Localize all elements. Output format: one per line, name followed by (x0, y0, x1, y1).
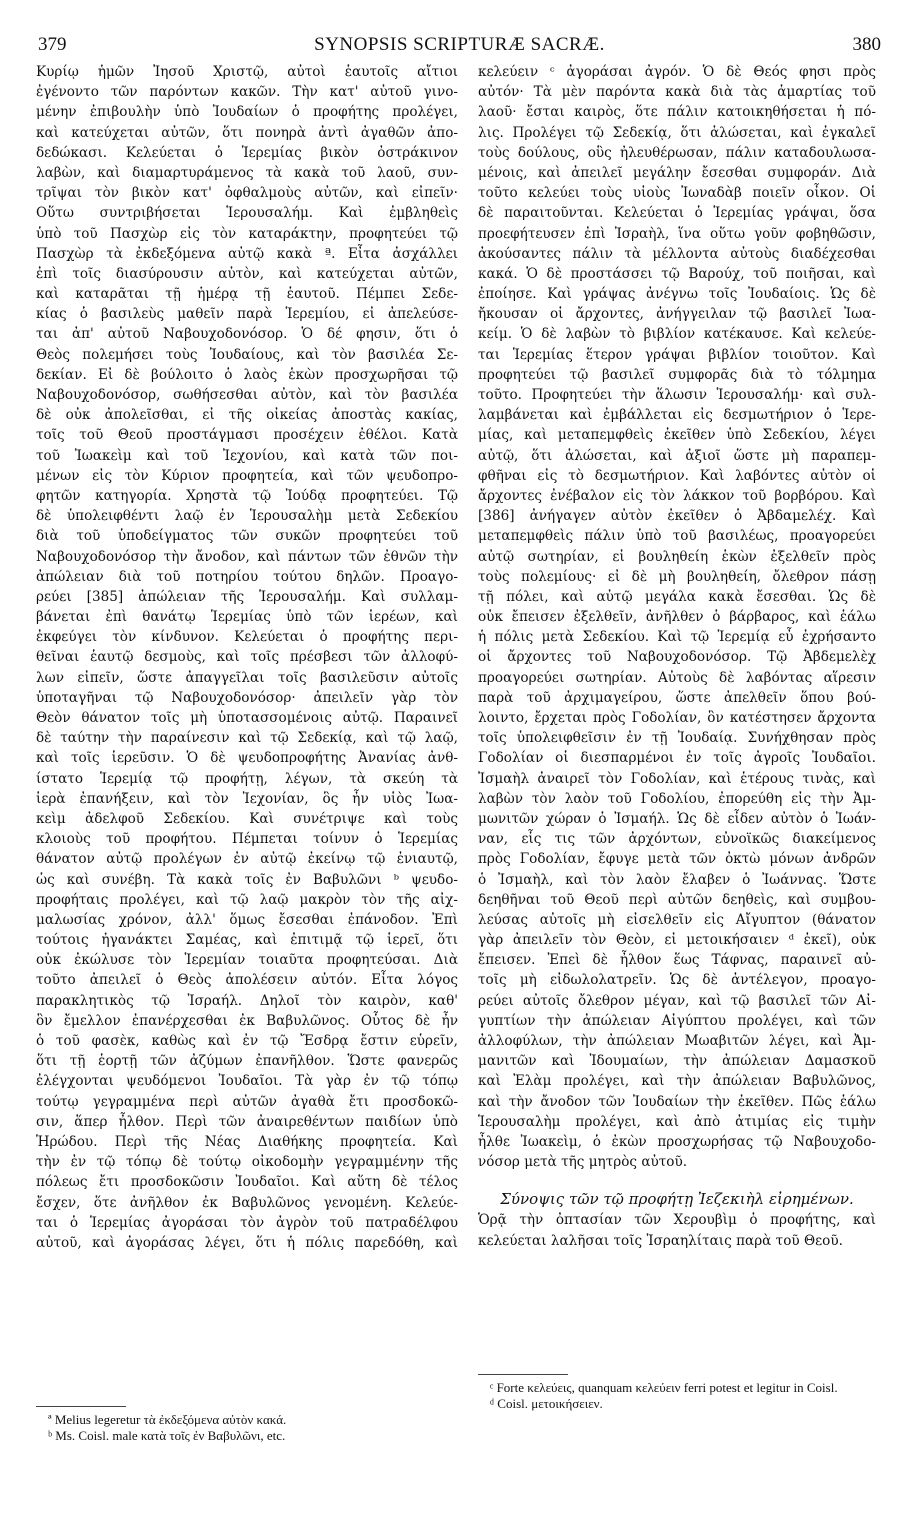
text-line: ἐλέγχονται ψευδόμενοι Ἰουδαῖοι. Τὰ γὰρ ἐν τῷ τόπῳ (36, 1073, 458, 1090)
text-line: προαγορεύει σωτηρίαν. Αὐτοὺς δὲ λαβόντας αἵρεσιν (478, 669, 876, 686)
text-line: ὑποταγῆναι τῷ Ναβουχοδονόσορ· ἀπειλεῖν γὰρ τὸν (36, 689, 458, 706)
text-line: Κυρίῳ ἡμῶν Ἰησοῦ Χριστῷ, αὐτοὶ ἑαυτοῖς αἴτιοι (36, 64, 458, 80)
text-line: κεὶμ ἀδελφοῦ Σεδεκίου. Καὶ συνέτριψε καὶ τοὺς (36, 810, 458, 827)
text-line: αὐτόν· Τὰ μὲν παρόντα κακὰ διὰ τὰς ἁμαρτίας τοῦ (478, 84, 876, 101)
text-line: δὲ ὑπολειφθέντι λαῷ ἐν Ἱερουσαλὴμ μετὰ Σεδεκίου (36, 508, 458, 525)
text-line: ὑπὸ τοῦ Πασχὼρ εἰς τὸν καταράκτην, προφητεύει τῷ (36, 225, 458, 242)
text-line: βάνεται ἐπὶ θανάτῳ Ἱερεμίας ὑπὸ τῶν ἱερέων, καὶ (36, 609, 458, 626)
footnote: ᶜ Forte κελεύεις, quanquam κελεύειν ferri potest et legitur in Coisl. (490, 1380, 838, 1395)
text-line: αὐτῷ σωτηρίαν, εἰ βουληθείη ἑκὼν ἐξελθεῖν πρὸς (478, 548, 876, 565)
text-line: προφητεύει τῷ βασιλεῖ συμφορᾶς διὰ τὸ τόλμημα (478, 366, 876, 383)
running-title: SYNOPSIS SCRIPTURÆ SACRÆ. (314, 34, 605, 55)
text-line: μαλωσίας χρόνον, ἀλλ' ὅμως ἔσεσθαι ἐπάνοδον. Ἐπὶ (36, 911, 458, 928)
text-line: λαβὼν, καὶ διαμαρτυράμενος τὰ κακὰ τοῦ λαοῦ, συν- (36, 164, 458, 181)
text-line: Θεὸς πολεμήσει τοὺς Ἰουδαίους, καὶ τὸν βασιλέα Σε- (36, 346, 458, 363)
text-line: θάνατον αὐτῷ προλέγων ἐν αὐτῷ ἐκείνῳ τῷ ἐνιαυτῷ, (36, 851, 458, 868)
footnote-rule-left (36, 1406, 126, 1407)
text-line: δὲ οὐκ ἀπολεῖσθαι, εἰ τῆς οἰκείας ἀποστὰς κακίας, (36, 407, 458, 424)
page-number-left: 379 (38, 34, 67, 55)
text-line: δεηθῆναι τοῦ Θεοῦ περὶ αὐτῶν δεηθεὶς, καὶ συμβου- (478, 891, 876, 908)
text-line: λις. Προλέγει τῷ Σεδεκίᾳ, ὅτι ἁλώσεται, καὶ ἐγκαλεῖ (478, 124, 876, 141)
text-line: λαβὼν τὸν λαὸν τοῦ Γοδολίου, ἐπορεύθη εἰς τὴν Ἀμ- (478, 790, 876, 807)
text-line: παρακλητικὸς τῷ Ἰσραήλ. Δηλοῖ τὸν καιρὸν, καθ' (36, 992, 458, 1009)
text-line: αὐτῷ, ὅτι ἁλώσεται, καὶ ἀξιοῖ ὥστε μὴ παραπεμ- (478, 447, 876, 464)
text-line: οὐκ ἔπεισεν ἐξελθεῖν, ἀνῆλθεν ὁ βάρβαρος, καὶ ἑάλω (478, 609, 876, 626)
text-line: δὲ ταύτην τὴν παραίνεσιν καὶ τῷ Σεδεκίᾳ, καὶ τῷ λαῷ, (36, 730, 458, 747)
text-line: τοῦτο. Προφητεύει τὴν ἅλωσιν Ἱερουσαλήμ· καὶ συλ- (478, 387, 876, 403)
text-line: γυπτίων τὴν ἀπώλειαν Αἰγύπτου προλέγει, καὶ τῶν (478, 1012, 876, 1029)
right-column (478, 62, 876, 1251)
text-line: Ναβουχοδονόσορ, σωθήσεσθαι αὐτὸν, καὶ τὸν βασιλέα (36, 387, 458, 403)
text-line: ρεύει αὐτοῖς ὄλεθρον μέγαν, καὶ τῷ βασιλεῖ τῶν Αἰ- (478, 992, 876, 1009)
text-line: ἱερὰ ἐπανήξειν, καὶ τὸν Ἰεχονίαν, ὃς ἦν υἱὸς Ἰωα- (36, 790, 458, 807)
text-line: ὅτι τῇ ἑορτῇ τῶν ἀζύμων ἐπανῆλθον. Ὥστε φανερῶς (36, 1053, 458, 1070)
text-line: λων εἰπεῖν, ὥστε ἀπαγγεῖλαι τοῖς βασιλεῦσιν αὐτοῖς (36, 669, 458, 686)
text-line: ἦλθε Ἰωακεὶμ, ὁ ἐκὼν προσχωρήσας τῷ Ναβουχοδο- (478, 1133, 876, 1150)
text-line: μανιτῶν καὶ Ἰδουμαίων, τὴν ἀπώλειαν Δαμασκοῦ (478, 1053, 876, 1070)
text-line: τούτῳ γεγραμμένα περὶ αὐτῶν ἀγαθὰ ἔτι προσδοκῶ- (36, 1093, 458, 1110)
text-line: ἐκφεύγει τὸν κίνδυνον. Κελεύεται ὁ προφήτης περι- (36, 629, 458, 646)
text-line: Ὁρᾷ τὴν ὀπτασίαν τῶν Χερουβὶμ ὁ προφήτης, καὶ (478, 1212, 876, 1229)
text-line: ται Ἱερεμίας ἕτερον γράψαι βιβλίον τοιοῦτον. Καὶ (478, 346, 876, 363)
text-line: οὐκ ἐκώλυσε τὸν Ἱερεμίαν τοιαῦτα προφητεύσαι. Διὰ (36, 952, 458, 969)
text-line: δεκίαν. Εἰ δὲ βούλοιτο ὁ λαὸς ἑκὼν προσχωρῆσαι τῷ (36, 366, 458, 383)
text-line: ἀλλοφύλων, τὴν ἀπώλειαν Μωαβιτῶν λέγει, καὶ Ἀμ- (478, 1033, 876, 1049)
text-line: ναν, εἷς τις τῶν ἀρχόντων, εὐνοϊκῶς διακείμενος (478, 831, 876, 848)
text-line: Πασχὼρ τὰ ἐκδεξόμενα αὐτῷ κακὰ ª. Εἶτα ἀσχάλλει (36, 245, 458, 262)
text-line: θεῖναι ἑαυτῷ δεσμοὺς, καὶ τοῖς πρέσβεσι τῶν ἀλλοφύ- (36, 649, 458, 666)
page-header (38, 34, 881, 58)
text-line: Οὕτω συντριβήσεται Ἱερουσαλήμ. Καὶ ἐμβληθεὶς (36, 205, 458, 222)
text-line: κελεύεται λαλῆσαι τοῖς Ἰσραηλίταις παρὰ τοῦ Θεοῦ. (478, 1232, 843, 1249)
text-line: τοῖς τοῦ Θεοῦ προστάγμασι προσέχειν ἐθέλοι. Κατὰ (36, 427, 458, 444)
text-line: [386] ἀνήγαγεν αὐτὸν ἐκεῖθεν ὁ Ἀβδαμελέχ. Καὶ (478, 508, 876, 525)
text-line: αὐτοῦ, καὶ ἀγοράσας λέγει, ὅτι ἡ πόλις παρεδόθη, καὶ (36, 1234, 458, 1251)
text-line: Γοδολίαν οἱ διεσπαρμένοι ἐν τοῖς ἀγροῖς Ἰουδαῖοι. (478, 750, 876, 767)
text-line: τὴν ἐν τῷ τόπῳ δὲ τούτῳ οἰκοδομὴν γεγραμμένην τῆς (36, 1154, 458, 1171)
footnote: ᵈ Coisl. μετοικήσειεν. (490, 1396, 603, 1411)
text-line: φθῆναι εἰς τὸ δεσμωτήριον. Καὶ λαβόντες αὐτὸν οἱ (478, 467, 876, 484)
text-line: ται ἀπ' αὐτοῦ Ναβουχοδονόσορ. Ὁ δέ φησιν, ὅτι ὁ (36, 326, 458, 343)
text-line: Θεὸν θάνατον τοῖς μὴ ὑποτασσομένοις αὐτῷ. Παραινεῖ (36, 710, 458, 726)
text-line: τοὺς δούλους, οὓς ἠλευθέρωσαν, πάλιν καταδουλωσα- (478, 144, 876, 161)
text-line: τοῦ Ἰωακεὶμ καὶ τοῦ Ἰεχονίου, καὶ κατὰ τῶν ποι- (36, 447, 458, 464)
text-line: τοῦτο κελεύει τοὺς υἱοὺς Ἰωναδὰβ ποιεῖν οἶκον. Οἱ (478, 185, 876, 202)
text-line: μένοις, καὶ ἀπειλεῖ μεγάλην ἔσεσθαι συμφοράν. Διὰ (478, 164, 876, 181)
text-line: νόσορ μετὰ τῆς μητρὸς αὐτοῦ. (478, 1154, 688, 1171)
text-line: Ναβουχοδονόσορ τὴν ἄνοδον, καὶ πάντων τῶν ἐθνῶν τὴν (36, 548, 458, 565)
text-line: λαμβάνεται καὶ ἐμβάλλεται εἰς δεσμωτήριον ὁ Ἱερε- (478, 407, 876, 424)
text-line: τοῖς μὴ εἰδωλολατρεῖν. Ὡς δὲ ἀντέλεγον, προαγο- (478, 972, 876, 989)
text-line: κελεύειν ᶜ ἀγοράσαι ἀγρόν. Ὁ δὲ Θεός φησι πρὸς (478, 64, 876, 80)
text-line: ἀκούσαντες πάλιν τὰ μέλλοντα αὐτοὺς διαδέχεσθαι (478, 245, 876, 262)
text-line: ἐποίησε. Καὶ γράψας ἀνέγνω τοῖς Ἰουδαίοις. Ὡς δὲ (478, 286, 876, 303)
text-line: μένων εἰς τὸν Κύριον προφητεία, καὶ τῶν ψευδοπρο- (36, 467, 458, 484)
text-line: λεύσας αὐτοῖς μὴ εἰσελθεῖν εἰς Αἴγυπτον (θάνατον (478, 911, 876, 928)
text-line: ἤκουσαν οἱ ἄρχοντες, ἀνήγγειλαν τῷ βασιλεῖ Ἰωα- (478, 306, 876, 323)
text-line: καὶ τοῖς ἱερεῦσιν. Ὁ δὲ ψευδοπροφήτης Ἀνανίας ἀνθ- (36, 750, 458, 767)
footnote: ª Melius legeretur τὰ ἐκδεξόμενα αὐτὸν κακά. (48, 1412, 287, 1427)
text-line: τρῖψαι τὸν βικὸν κατ' ὀφθαλμοὺς αὐτῶν, καὶ εἰπεῖν· (36, 185, 458, 202)
text-line: τοῦτο ἀπειλεῖ ὁ Θεὸς ἀπολέσειν αὐτόν. Εἶτα λόγος (36, 972, 458, 989)
text-line: ρεύει [385] ἀπώλειαν τῆς Ἱερουσαλήμ. Καὶ συλλαμ- (36, 588, 458, 605)
text-line: ἐπὶ τοῖς διασύρουσιν αὐτὸν, καὶ κατεύχεται αὐτῶν, (36, 265, 458, 282)
text-line: Ἰσμαὴλ ἀναιρεῖ τὸν Γοδολίαν, καὶ ἑτέρους τινὰς, καὶ (478, 770, 876, 787)
text-line: γὰρ ἀπειλεῖν τὸν Θεὸν, εἰ μετοικήσαιεν ᵈ ἐκεῖ), οὐκ (478, 932, 876, 949)
page-number-right: 380 (852, 34, 881, 55)
text-line: κλοιοὺς τοῦ προφήτου. Πέμπεται τοίνυν ὁ Ἱερεμίας (36, 831, 458, 848)
text-line: τοῖς ὑπολειφθεῖσιν ἐν τῇ Ἰουδαίᾳ. Συνήχθησαν πρὸς (478, 730, 876, 747)
text-line: Ἱερουσαλὴμ προλέγει, καὶ ἀπὸ ἀτιμίας εἰς τιμὴν (478, 1113, 876, 1130)
text-line: λοιντο, ἔρχεται πρὸς Γοδολίαν, ὃν κατέστησεν ἄρχοντα (478, 710, 876, 726)
text-line: μεταπεμφθεὶς πάλιν ὑπὸ τοῦ βασιλέως, προαγορεύει (478, 528, 876, 545)
text-line: Ἡρώδου. Περὶ τῆς Νέας Διαθήκης προφητεία. Καὶ (36, 1133, 458, 1150)
text-line: ἄρχοντες ἐνέβαλον εἰς τὸν λάκκον τοῦ βορβόρου. Καὶ (478, 487, 876, 504)
text-line: κακά. Ὁ δὲ προστάσσει τῷ Βαρούχ, τοῦ ποιῆσαι, καὶ (478, 265, 876, 282)
text-line: ἐγένοντο τῶν παρόντων κακῶν. Τὴν κατ' αὐτοῦ γινο- (36, 84, 458, 101)
text-line: ὁ τοῦ φασὲκ, καθὼς καὶ ἐν τῷ Ἔσδρᾳ ἔστιν εὑρεῖν, (36, 1033, 458, 1049)
text-line: τούτοις ἠγανάκτει Σαμέας, καὶ ἐπιτιμᾷ τῷ ἱερεῖ, ὅτι (36, 932, 458, 949)
text-line: ὡς καὶ συνέβη. Τὰ κακὰ τοῖς ἐν Βαβυλῶνι ᵇ ψευδο- (36, 871, 458, 888)
text-line: σιν, ἅπερ ἦλθον. Περὶ τῶν ἀναιρεθέντων παιδίων ὑπὸ (36, 1113, 458, 1130)
text-line: φητῶν κατηγορία. Χρηστὰ τῷ Ἰούδᾳ προφητεύει. Τῷ (36, 487, 458, 504)
text-line: οἱ ἄρχοντες τοῦ Ναβουχοδονόσορ. Τῷ Ἀβδεμελὲχ (478, 649, 876, 666)
text-line: πόλεως ἔτι προσδοκῶσιν Ἰουδαῖοι. Καὶ αὕτη δὲ τέλος (36, 1174, 458, 1191)
text-line: τῇ πόλει, καὶ αὐτῷ μεγάλα κακὰ ἔσεσθαι. Ὡς δὲ (478, 588, 876, 605)
text-line: ίστατο Ἱερεμίᾳ τῷ προφήτῃ, λέγων, τὰ σκεύη τὰ (36, 770, 458, 787)
text-line: κείμ. Ὁ δὲ λαβὼν τὸ βιβλίον κατέκαυσε. Καὶ κελεύε- (478, 326, 876, 343)
text-line: ὁ Ἰσμαὴλ, καὶ τὸν λαὸν ἔλαβεν ὁ Ἰωάννας. Ὥστε (478, 871, 876, 888)
text-line: ἀπώλειαν διὰ τοῦ ποτηρίου τούτου δηλῶν. Προαγο- (36, 568, 458, 585)
footnote: ᵇ Ms. Coisl. male κατὰ τοῖς ἐν Βαβυλῶνι, etc. (48, 1428, 286, 1443)
text-line: ἔπεισεν. Ἐπεὶ δὲ ἦλθον ἕως Τάφνας, παραινεῖ αὐ- (478, 952, 876, 969)
text-line: καὶ κατεύχεται αὐτῶν, ὅτι πονηρὰ ἀντὶ ἀγαθῶν ἀπο- (36, 124, 458, 141)
text-line: τοὺς πολεμίους· εἰ δὲ μὴ βουληθείη, ὄλεθρον πάσῃ (478, 568, 876, 585)
footnotes-right (490, 1380, 880, 1412)
text-line: ἡ πόλις μετὰ Σεδεκίου. Καὶ τῷ Ἱερεμίᾳ εὖ ἐχρήσαντο (478, 629, 876, 646)
text-line: ἔσχεν, ὅτε ἀνῆλθον ἐκ Βαβυλῶνος γενομένη. Κελεύε- (36, 1194, 458, 1211)
text-line: μωνιτῶν χώραν ὁ Ἰσμαήλ. Ὡς δὲ εἶδεν αὐτὸν ὁ Ἰωάν- (478, 810, 876, 827)
text-line: καὶ καταρᾶται τῇ ἡμέρᾳ τῇ ἑαυτοῦ. Πέμπει Σεδε- (36, 286, 458, 303)
footnote-rule-right (478, 1374, 568, 1375)
text-line: λαοῦ· ἔσται καιρὸς, ὅτε πάλιν κατοικηθήσεται ἡ πό- (478, 104, 876, 121)
text-line: μίας, καὶ μεταπεμφθεὶς ἐκεῖθεν ὑπὸ Σεδεκίου, λέγει (478, 427, 876, 444)
text-line: μένην ἐπιβουλὴν ὑπὸ Ἰουδαίων ὁ προφήτης προλέγει, (36, 104, 458, 121)
text-line: πρὸς Γοδολίαν, ἔφυγε μετὰ τῶν ὀκτὼ μόνων ἀνδρῶν (478, 851, 876, 868)
text-line: παρὰ τοῦ ἀρχιμαγείρου, ὥστε ἀπελθεῖν ὅπου βού- (478, 689, 876, 706)
text-line: προεφήτευσεν ἐπὶ Ἰσραὴλ, ἵνα οὕτω γοῦν φοβηθῶσιν, (478, 225, 876, 242)
footnotes-left (48, 1412, 448, 1444)
text-line: προφήταις προλέγει, καὶ τῷ λαῷ μακρὸν τὸν τῆς αἰχ- (36, 891, 458, 908)
text-line: κίας ὁ βασιλεὺς μαθεῖν παρὰ Ἱερεμίου, εἰ ἀπελεύσε- (36, 306, 458, 323)
text-line: διὰ τοῦ ὑποδείγματος τῶν συκῶν προφητεύει τοῦ (36, 528, 458, 545)
section-heading: Σύνοψις τῶν τῷ προφήτῃ Ἰεζεκιὴλ εἰρημένων. (500, 1190, 854, 1209)
text-line: ὃν ἔμελλον ἐπανέρχεσθαι ἐκ Βαβυλῶνος. Οὗτος δὲ ἦν (36, 1012, 458, 1029)
text-line: δὲ παραιτοῦνται. Κελεύεται ὁ Ἱερεμίας γράψαι, ὅσα (478, 205, 876, 222)
text-line: καὶ τὴν ἄνοδον τῶν Ἰουδαίων τὴν ἐκεῖθεν. Πῶς ἑάλω (478, 1093, 876, 1110)
text-line: ται ὁ Ἱερεμίας ἀγοράσαι τὸν ἀγρὸν τοῦ πατραδέλφου (36, 1214, 458, 1231)
text-line: καὶ Ἐλὰμ προλέγει, καὶ τὴν ἀπώλειαν Βαβυλῶνος, (478, 1073, 876, 1090)
text-line: δεδώκασι. Κελεύεται ὁ Ἱερεμίας βικὸν ὀστράκινον (36, 144, 458, 161)
left-column (36, 62, 458, 1253)
